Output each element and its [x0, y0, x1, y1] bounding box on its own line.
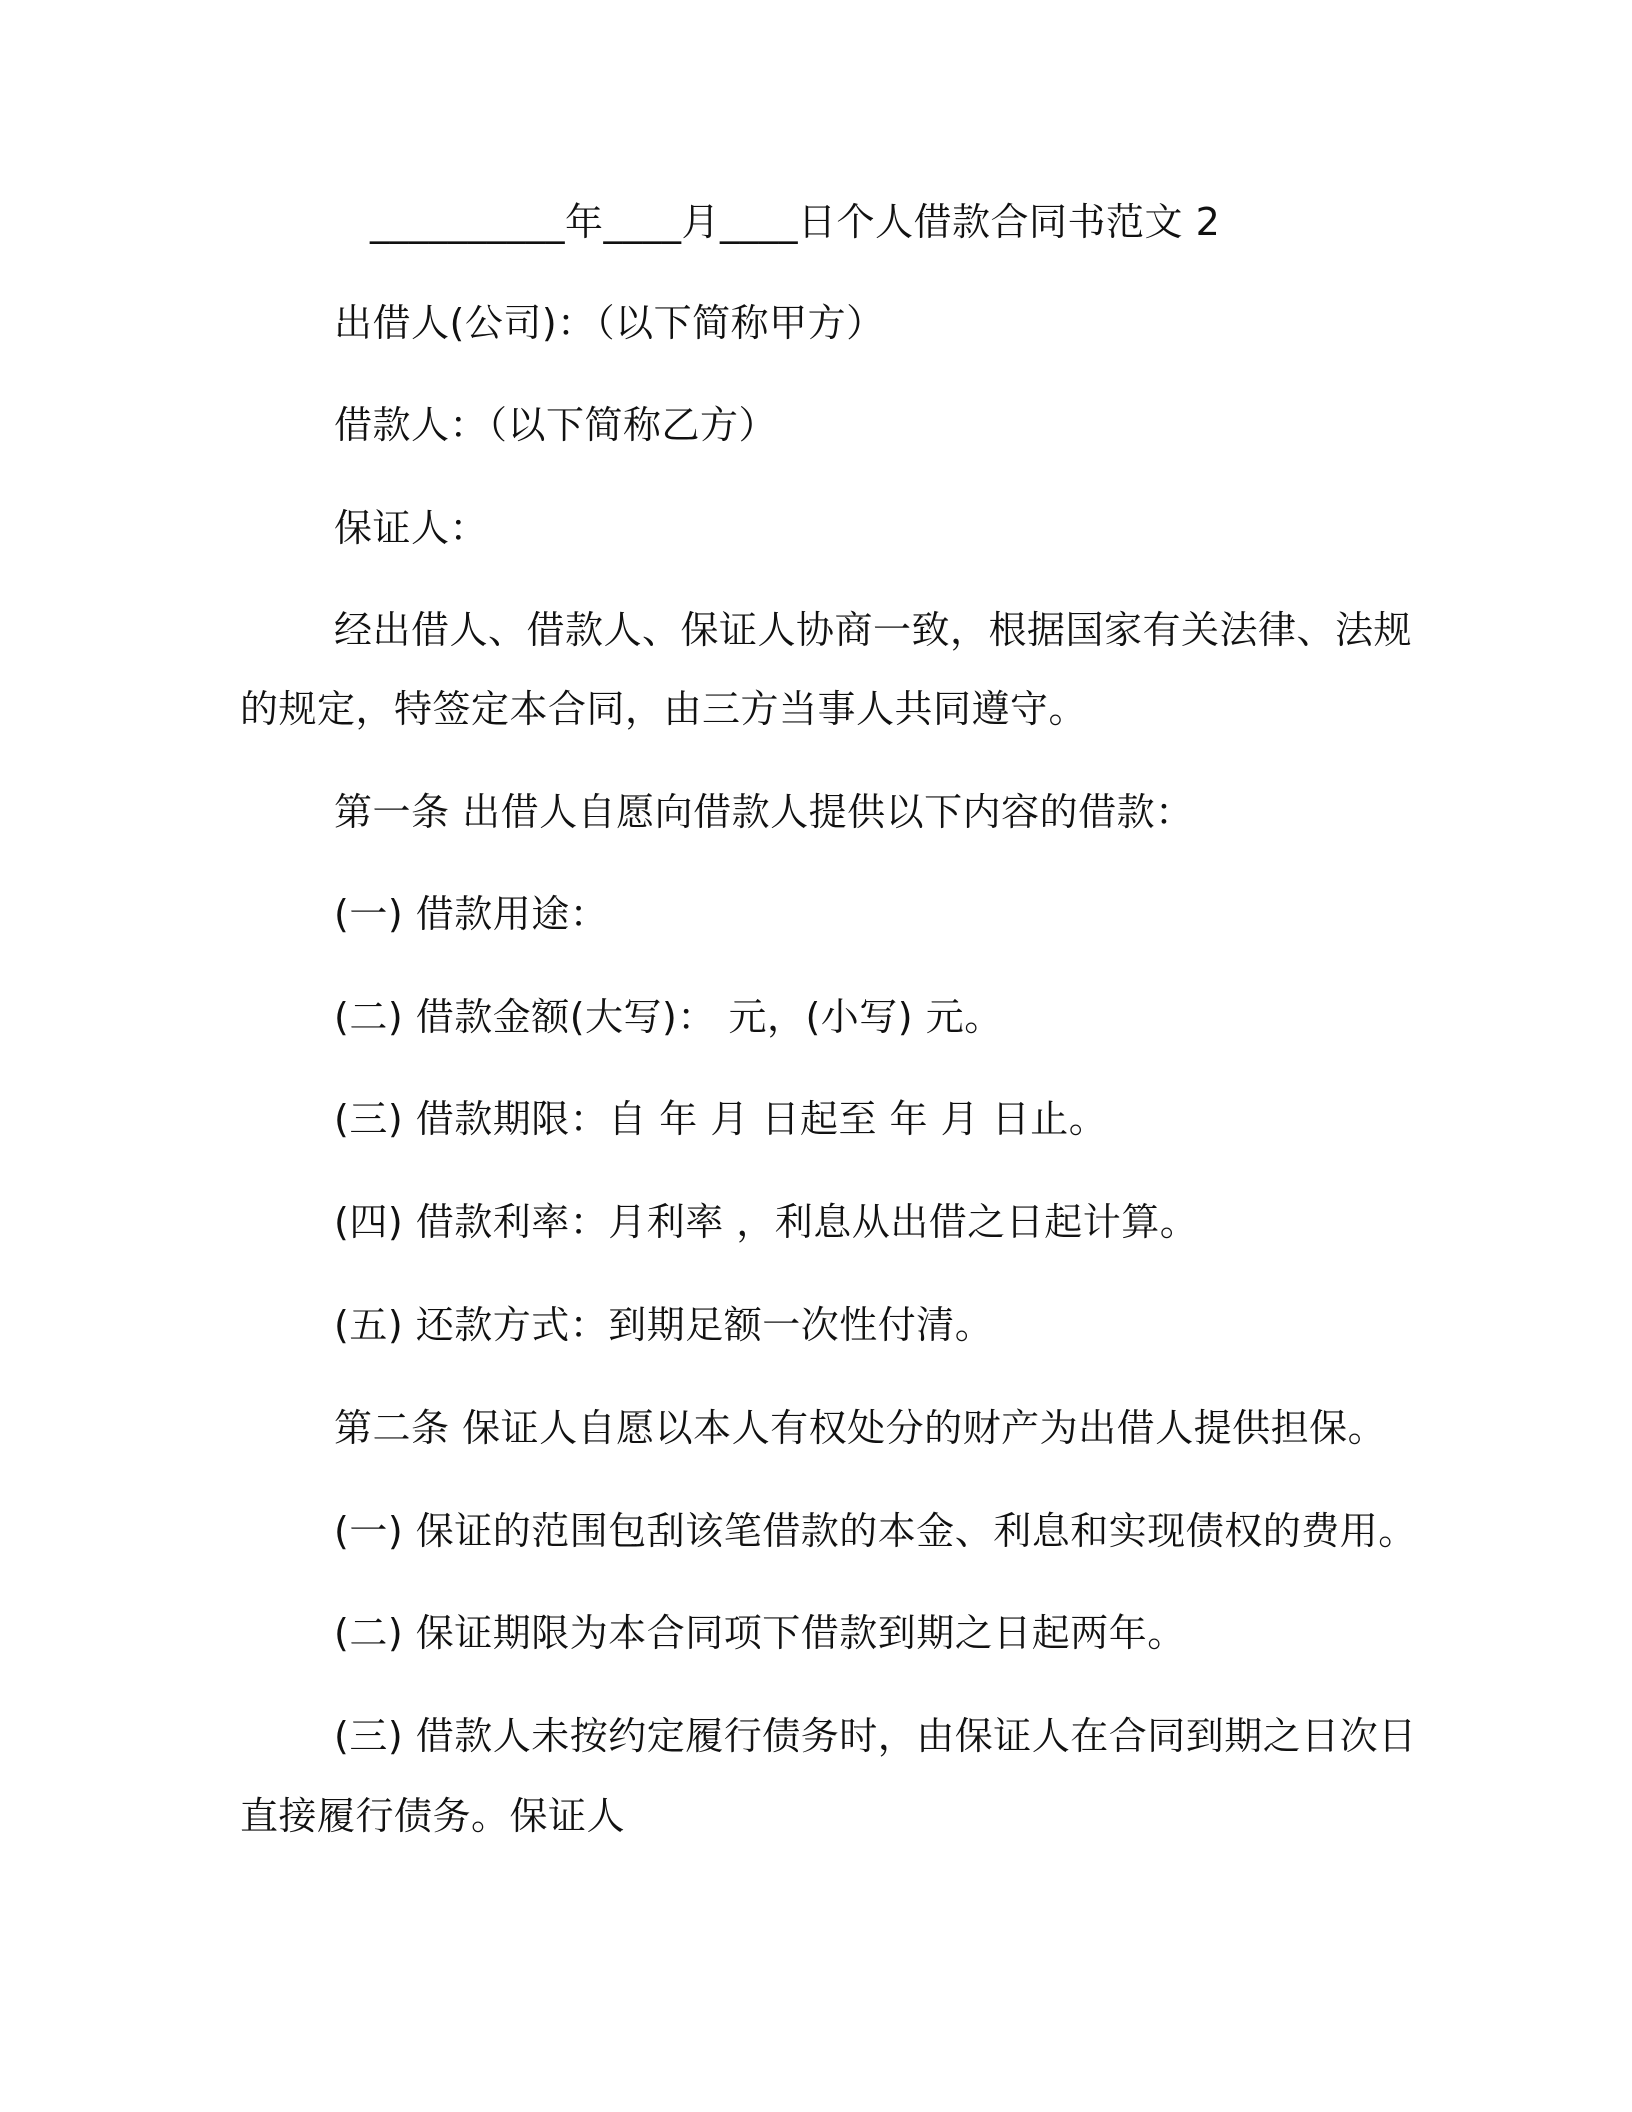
- article-1-item: (五) 还款方式：到期足额一次性付清。: [334, 1303, 994, 1347]
- borrower-line: 借款人：（以下简称乙方）: [334, 403, 778, 447]
- article-1-item: (二) 借款金额(大写)： 元，(小写) 元。: [334, 995, 1003, 1039]
- article-1-item: (三) 借款期限：自 年 月 日起至 年 月 日止。: [334, 1097, 1108, 1141]
- article-2-item-3-line-2: 直接履行债务。保证人: [240, 1794, 626, 1838]
- article-2-item: (二) 保证期限为本合同项下借款到期之日起两年。: [334, 1611, 1186, 1655]
- article-1-item: (一) 借款用途：: [334, 892, 609, 936]
- lender-line: 出借人(公司)：（以下简称甲方）: [334, 301, 885, 345]
- document-title: __________年____月____日个人借款合同书范文 2: [370, 200, 1221, 244]
- guarantor-line: 保证人：: [334, 506, 489, 550]
- preamble-line-1: 经出借人、借款人、保证人协商一致，根据国家有关法律、法规: [334, 608, 1413, 652]
- preamble-line-2: 的规定，特签定本合同，由三方当事人共同遵守。: [240, 687, 1088, 731]
- article-1-heading: 第一条 出借人自愿向借款人提供以下内容的借款：: [334, 790, 1194, 834]
- article-2-item: (一) 保证的范围包刮该笔借款的本金、利息和实现债权的费用。: [334, 1509, 1417, 1553]
- article-2-heading: 第二条 保证人自愿以本人有权处分的财产为出借人提供担保。: [334, 1406, 1387, 1450]
- article-1-item: (四) 借款利率：月利率 ，利息从出借之日起计算。: [334, 1200, 1199, 1244]
- article-2-item-3-line-1: (三) 借款人未按约定履行债务时，由保证人在合同到期之日次日: [334, 1714, 1417, 1758]
